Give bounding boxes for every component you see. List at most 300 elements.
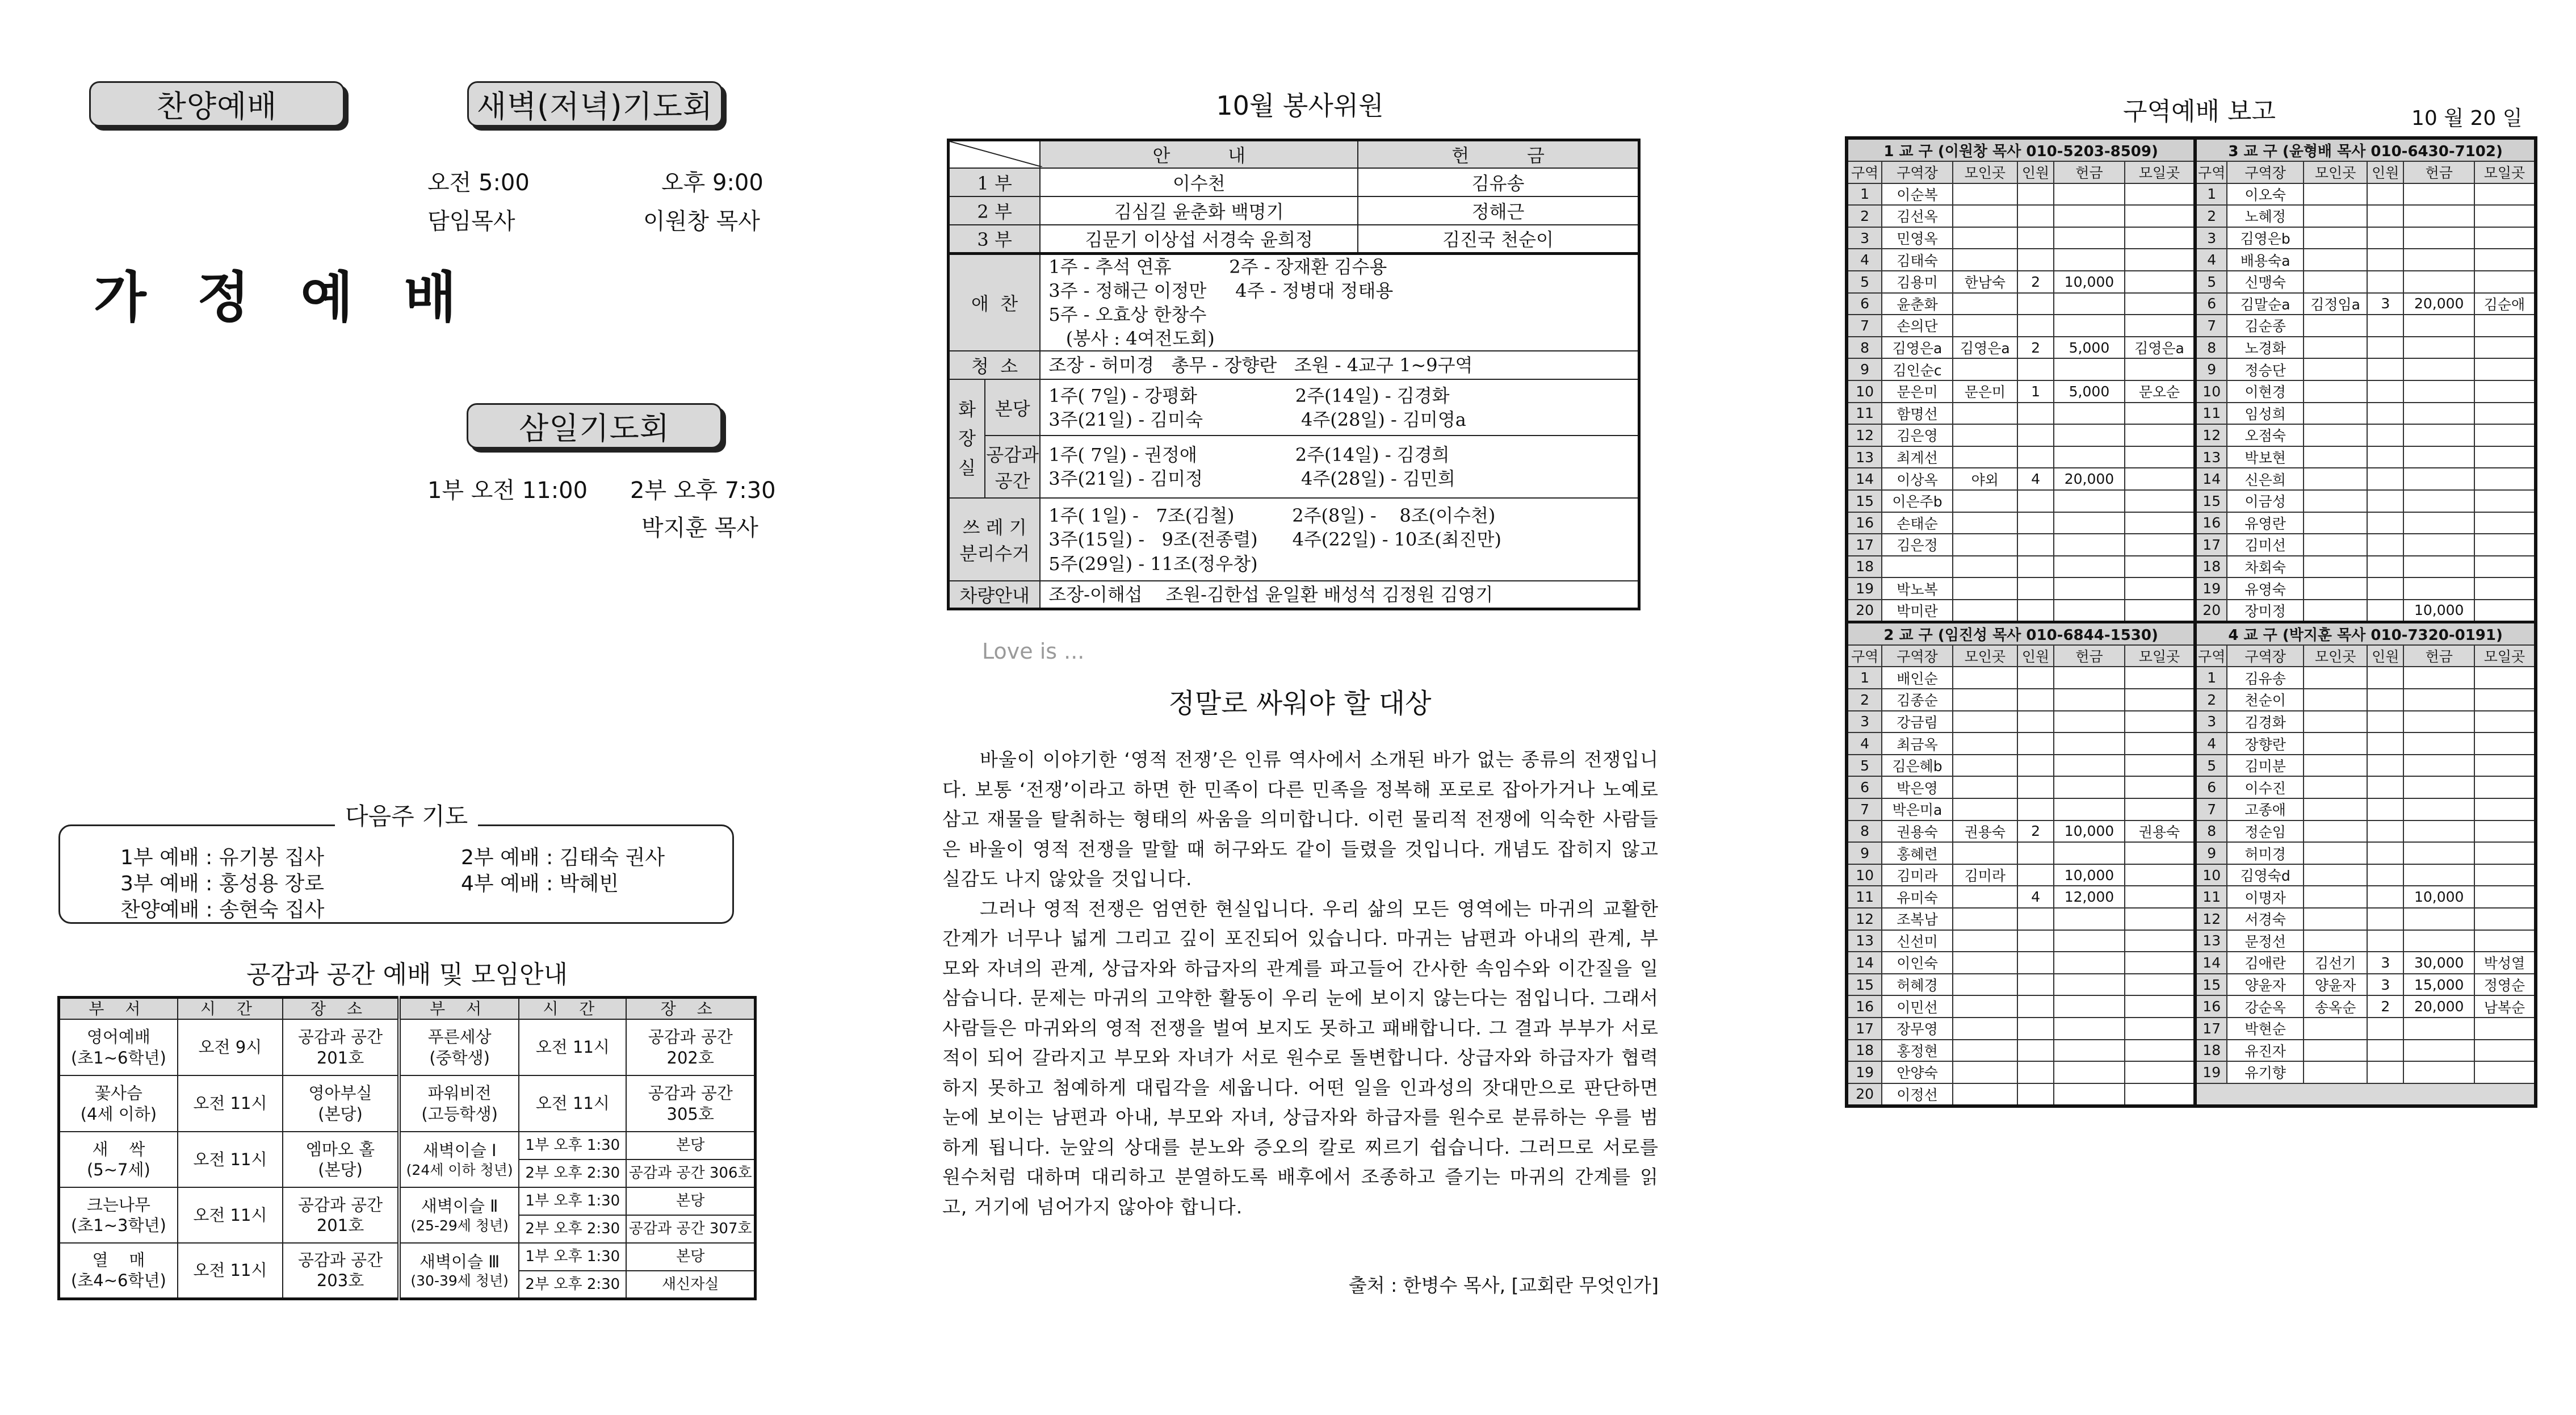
table-row <box>1847 732 2536 755</box>
attendance: 3 <box>2367 974 2403 996</box>
choir-line: 1주 - 추석 연휴 2주 - 장재환 김수용 <box>1048 256 1387 278</box>
district-report-table <box>1845 136 2537 1108</box>
attendance <box>2017 667 2054 689</box>
next-place <box>2125 755 2196 777</box>
meeting-place <box>1953 358 2017 380</box>
table-row <box>1847 974 2536 996</box>
leader: 손태순 <box>1882 512 1953 534</box>
attendance: 2 <box>2017 271 2054 293</box>
offering: 10,000 <box>2054 820 2125 843</box>
sub-label: 본당 <box>985 379 1040 436</box>
table-row <box>1847 908 2536 930</box>
offering: 20,000 <box>2403 995 2474 1018</box>
leader: 장향란 <box>2227 732 2304 755</box>
row-label: 차량안내 <box>949 581 1041 609</box>
offering <box>2054 534 2125 556</box>
meeting-place <box>1953 293 2017 315</box>
table-row <box>1847 689 2536 711</box>
attendance <box>2367 403 2403 425</box>
table-row <box>1847 755 2536 777</box>
offering <box>2403 380 2474 403</box>
place: 본당 <box>626 1187 755 1215</box>
column-header: 구역장 <box>1882 645 1953 667</box>
district-no: 3 <box>2195 227 2227 249</box>
offering <box>2403 1018 2474 1040</box>
attendance <box>2367 468 2403 490</box>
column-header: 인원 <box>2367 161 2403 183</box>
attendance <box>2017 403 2054 425</box>
district-no: 17 <box>2195 534 2227 556</box>
meeting-place <box>2304 820 2367 843</box>
leader: 김영은a <box>1882 337 1953 359</box>
district-no: 9 <box>1847 842 1882 864</box>
district-no: 17 <box>1847 534 1882 556</box>
col-dept: 부 서 <box>59 998 178 1020</box>
offering: 15,000 <box>2403 974 2474 996</box>
article-title: 정말로 싸워야 할 대상 <box>1168 688 1432 719</box>
next-place: 정영순 <box>2474 974 2536 996</box>
meeting-place <box>2304 577 2367 600</box>
next-place <box>2474 183 2536 206</box>
offering <box>2403 446 2474 468</box>
meeting-place <box>1953 183 2017 206</box>
dept-name: 새 싹 <box>92 1139 145 1159</box>
attendance <box>2017 512 2054 534</box>
attendance <box>2017 446 2054 468</box>
next-place: 문오순 <box>2125 380 2196 403</box>
dept-name: 새벽이슬 Ⅲ <box>419 1251 500 1271</box>
attendance <box>2367 512 2403 534</box>
dept-name: 새벽이슬 Ⅰ <box>422 1141 497 1161</box>
table-row <box>1847 337 2536 359</box>
article-paragraph: 바울이 이야기한 ‘영적 전쟁’은 인류 역사에서 소개된 바가 없는 종류의 전쟁입니다. 보통 ‘전쟁’이라고 하면 한 민족이 다른 민족을 정복해 포로로 잡아가거나 노예로 삼고 재물을 탈취하는 형태의 싸움을 의미합니다. 이런 물리적 전쟁에 익숙한 사람들은 바울이 영적 전쟁을 말할 때 허구와도 같이 들렸을 것입니다. 개념도 잡히지 않고 실감도 나지 않았을 것입니다. <box>942 748 1659 890</box>
next-place <box>2474 424 2536 446</box>
table-row <box>1847 293 2536 315</box>
place: 공감과 공간 307호 <box>626 1215 755 1243</box>
column-header: 구역 <box>2195 161 2227 183</box>
col-time-2: 시 간 <box>519 998 626 1020</box>
next-place <box>2125 556 2196 578</box>
district-no: 13 <box>1847 446 1882 468</box>
leader: 차회숙 <box>2227 556 2304 578</box>
place: 공감과 공간 <box>648 1027 733 1047</box>
next-place <box>2125 600 2196 622</box>
district-no: 1 <box>2195 667 2227 689</box>
district-no: 8 <box>2195 820 2227 843</box>
dawn-leader-pm: 이원창 목사 <box>643 208 760 235</box>
next-place: 김영은a <box>2125 337 2196 359</box>
leader: 허혜경 <box>1882 974 1953 996</box>
leader: 김미라 <box>1882 864 1953 886</box>
next-place <box>2474 205 2536 227</box>
district-no: 11 <box>1847 403 1882 425</box>
table-row <box>949 196 1639 225</box>
district-no: 3 <box>1847 711 1882 733</box>
next-place <box>2474 512 2536 534</box>
meeting-place <box>1953 512 2017 534</box>
meeting-place <box>1953 227 2017 249</box>
offering <box>2054 227 2125 249</box>
meeting-place <box>2304 446 2367 468</box>
col-offering: 헌 금 <box>1358 140 1639 169</box>
place-sub: (본당) <box>318 1160 363 1179</box>
leader: 유진자 <box>2227 1040 2304 1062</box>
column-header: 모일곳 <box>2474 645 2536 667</box>
leader: 박은미a <box>1882 798 1953 820</box>
offering <box>2403 755 2474 777</box>
column-header: 인원 <box>2017 161 2054 183</box>
article-source: 출처 : 한병수 목사, [교회란 무엇인가] <box>1348 1274 1659 1296</box>
district-no: 17 <box>2195 1018 2227 1040</box>
leader: 이현경 <box>2227 380 2304 403</box>
time: 오전 11시 <box>519 1019 626 1075</box>
leader: 조복남 <box>1882 908 1953 930</box>
district-no: 4 <box>1847 249 1882 271</box>
attendance <box>2017 930 2054 952</box>
table-row <box>1847 490 2536 512</box>
offering <box>2054 711 2125 733</box>
col-dept-2: 부 서 <box>399 998 519 1020</box>
district-no: 7 <box>1847 798 1882 820</box>
meeting-place <box>1953 1040 2017 1062</box>
next-place <box>2125 689 2196 711</box>
next-place <box>2474 820 2536 843</box>
meeting-place <box>1953 842 2017 864</box>
table-row <box>1847 776 2536 798</box>
offering: 10,000 <box>2403 600 2474 622</box>
choir-line: (봉사 : 4여전도회) <box>1048 328 1215 350</box>
next-place <box>2125 490 2196 512</box>
leader: 김영숙d <box>2227 864 2304 886</box>
diagonal-line-icon <box>950 141 1042 167</box>
table-row <box>949 379 1639 436</box>
attendance <box>2367 711 2403 733</box>
leader: 안양숙 <box>1882 1061 1953 1083</box>
place-sub: (본당) <box>318 1104 363 1124</box>
attendance <box>2367 1061 2403 1083</box>
next-place <box>2474 908 2536 930</box>
place-sub: 201호 <box>316 1216 364 1235</box>
district-no: 18 <box>2195 1040 2227 1062</box>
offering <box>2054 732 2125 755</box>
offering <box>2403 556 2474 578</box>
district-no: 8 <box>1847 337 1882 359</box>
offering <box>2403 183 2474 206</box>
dept-name: 열 매 <box>92 1250 145 1270</box>
meeting-place: 송옥순 <box>2304 995 2367 1018</box>
offering <box>2403 271 2474 293</box>
leader: 이금성 <box>2227 490 2304 512</box>
district-no: 16 <box>1847 512 1882 534</box>
district-no: 6 <box>1847 293 1882 315</box>
leader: 이정선 <box>1882 1083 1953 1106</box>
attendance: 1 <box>2017 380 2054 403</box>
table-row <box>1847 995 2536 1018</box>
col-guide: 안 내 <box>1040 140 1358 169</box>
attendance: 2 <box>2017 820 2054 843</box>
leader: 신맹숙 <box>2227 271 2304 293</box>
place: 공감과 공간 306호 <box>626 1159 755 1187</box>
next-place <box>2125 183 2196 206</box>
district-no: 7 <box>2195 315 2227 337</box>
article-body <box>942 745 1659 1222</box>
time: 2부 오후 2:30 <box>519 1215 626 1243</box>
offering: 10,000 <box>2054 271 2125 293</box>
offering <box>2403 1061 2474 1083</box>
service-committee-title: 10월 봉사위원 <box>1216 90 1384 121</box>
attendance <box>2017 842 2054 864</box>
district-no: 16 <box>2195 512 2227 534</box>
dept-name: 푸른세상 <box>427 1027 492 1047</box>
attendance <box>2367 205 2403 227</box>
meeting-place <box>2304 1040 2367 1062</box>
offering <box>2054 424 2125 446</box>
offering <box>2054 1083 2125 1106</box>
time: 2부 오후 2:30 <box>519 1271 626 1299</box>
dept-sub: (4세 이하) <box>80 1104 157 1124</box>
meeting-place <box>1953 667 2017 689</box>
attendance: 3 <box>2367 952 2403 974</box>
meeting-place <box>1953 1083 2017 1106</box>
district-no: 14 <box>1847 468 1882 490</box>
praise-worship-header <box>89 81 345 127</box>
leader: 손의단 <box>1882 315 1953 337</box>
next-place <box>2125 908 2196 930</box>
attendance <box>2367 380 2403 403</box>
district-no: 2 <box>2195 205 2227 227</box>
offering <box>2054 577 2125 600</box>
meeting-place <box>2304 930 2367 952</box>
next-place <box>2125 249 2196 271</box>
time: 오전 11시 <box>178 1075 283 1132</box>
offering <box>2403 1040 2474 1062</box>
report-date: 10 월 20 일 <box>2411 107 2523 130</box>
next-place <box>2125 732 2196 755</box>
table-row <box>59 1075 756 1132</box>
offering <box>2054 403 2125 425</box>
place-sub: 305호 <box>666 1104 714 1124</box>
meeting-place <box>2304 711 2367 733</box>
attendance <box>2017 974 2054 996</box>
leader: 이인숙 <box>1882 952 1953 974</box>
time: 오전 11시 <box>519 1075 626 1132</box>
offering <box>2054 667 2125 689</box>
meeting-place: 야외 <box>1953 468 2017 490</box>
leader: 김미분 <box>2227 755 2304 777</box>
next-place: 권용숙 <box>2125 820 2196 843</box>
meeting-place <box>2304 271 2367 293</box>
leader: 노경화 <box>2227 337 2304 359</box>
group-title-row <box>1847 622 2536 645</box>
dawn-leader-am: 담임목사 <box>427 208 515 235</box>
leader: 고종애 <box>2227 798 2304 820</box>
district-report-title: 구역예배 보고 <box>2123 97 2276 126</box>
attendance <box>2367 556 2403 578</box>
next-week-prayer-title: 다음주 기도 <box>335 798 478 832</box>
leader: 김경화 <box>2227 711 2304 733</box>
table-row <box>1847 249 2536 271</box>
offering <box>2054 908 2125 930</box>
district-no: 7 <box>1847 315 1882 337</box>
next-place <box>2125 358 2196 380</box>
row-label <box>949 498 1041 581</box>
district-no: 3 <box>2195 711 2227 733</box>
next-place <box>2125 864 2196 886</box>
meeting-place <box>2304 205 2367 227</box>
district-no: 1 <box>1847 183 1882 206</box>
meeting-place <box>1953 403 2017 425</box>
prayer-praise-service: 찬양예배 : 송현숙 집사 <box>120 898 325 922</box>
column-header: 구역장 <box>2227 161 2304 183</box>
next-place <box>2474 446 2536 468</box>
table-row <box>1847 424 2536 446</box>
district-no: 15 <box>2195 974 2227 996</box>
district-no: 19 <box>2195 1061 2227 1083</box>
district-no: 12 <box>1847 424 1882 446</box>
district-no: 5 <box>1847 755 1882 777</box>
leader: 박은영 <box>1882 776 1953 798</box>
meeting-place <box>2304 556 2367 578</box>
leader: 유기향 <box>2227 1061 2304 1083</box>
youth-table-header <box>59 998 756 1020</box>
offering <box>2054 995 2125 1018</box>
table-row <box>1847 864 2536 886</box>
attendance <box>2367 337 2403 359</box>
table-row <box>1847 577 2536 600</box>
offering <box>2054 293 2125 315</box>
attendance <box>2017 249 2054 271</box>
district-no: 15 <box>1847 490 1882 512</box>
offering <box>2054 183 2125 206</box>
offering <box>2054 1061 2125 1083</box>
offering-names: 김진국 천순이 <box>1358 225 1639 253</box>
next-place <box>2125 1083 2196 1106</box>
meeting-place <box>1953 974 2017 996</box>
restroom-line: 3주(21일) - 김미숙 4주(28일) - 김미영a <box>1048 408 1466 430</box>
attendance <box>2367 600 2403 622</box>
meeting-place <box>2304 380 2367 403</box>
meeting-place <box>1953 798 2017 820</box>
leader: 함명선 <box>1882 403 1953 425</box>
offering <box>2403 864 2474 886</box>
meeting-place: 김선기 <box>2304 952 2367 974</box>
choir-line: 3주 - 정해근 이정만 4주 - 정병대 정태용 <box>1048 279 1394 302</box>
attendance <box>2017 952 2054 974</box>
meeting-place <box>1953 600 2017 622</box>
offering: 5,000 <box>2054 380 2125 403</box>
place: 공감과 공간 <box>297 1027 383 1047</box>
leader: 김은혜b <box>1882 755 1953 777</box>
leader: 김애란 <box>2227 952 2304 974</box>
table-row <box>1847 534 2536 556</box>
table-row <box>1847 315 2536 337</box>
empty-filler <box>2195 1083 2536 1106</box>
meeting-place <box>1953 577 2017 600</box>
attendance: 3 <box>2367 293 2403 315</box>
leader: 문은미 <box>1882 380 1953 403</box>
leader: 장미정 <box>2227 600 2304 622</box>
table-row <box>949 351 1639 379</box>
attendance <box>2017 689 2054 711</box>
sub-label-line: 공감과 <box>986 444 1039 466</box>
attendance <box>2367 732 2403 755</box>
meeting-place <box>2304 908 2367 930</box>
attendance <box>2017 1018 2054 1040</box>
offering: 10,000 <box>2054 864 2125 886</box>
column-header: 모일곳 <box>2125 645 2196 667</box>
district-no: 9 <box>2195 842 2227 864</box>
meeting-place <box>1953 446 2017 468</box>
table-row <box>1847 227 2536 249</box>
column-header: 구역 <box>1847 645 1882 667</box>
next-place <box>2474 755 2536 777</box>
district-no: 11 <box>2195 403 2227 425</box>
next-place <box>2474 337 2536 359</box>
group-title: 4 교 구 (박지훈 목사 010-7320-0191) <box>2195 622 2536 645</box>
meeting-place <box>2304 667 2367 689</box>
leader: 김선옥 <box>1882 205 1953 227</box>
group-title: 2 교 구 (임진성 목사 010-6844-1530) <box>1847 622 2195 645</box>
attendance <box>2017 490 2054 512</box>
next-place <box>2474 689 2536 711</box>
dawn-time-pm: 오후 9:00 <box>661 170 763 196</box>
next-place <box>2474 577 2536 600</box>
meeting-place <box>1953 776 2017 798</box>
attendance <box>2367 424 2403 446</box>
prayer-service-2: 2부 예배 : 김태숙 권사 <box>461 846 665 869</box>
group-title: 1 교 구 (이원창 목사 010-5203-8509) <box>1847 138 2195 161</box>
offering <box>2403 908 2474 930</box>
attendance <box>2017 358 2054 380</box>
next-place <box>2125 930 2196 952</box>
district-no: 8 <box>2195 337 2227 359</box>
district-no: 14 <box>2195 468 2227 490</box>
attendance <box>2017 776 2054 798</box>
attendance <box>2017 864 2054 886</box>
column-header: 구역 <box>1847 161 1882 183</box>
recycle-line: 1주( 1일) - 7조(김철) 2주(8일) - 8조(이수천) <box>1048 505 1496 527</box>
leader: 민영옥 <box>1882 227 1953 249</box>
leader: 이명자 <box>2227 886 2304 908</box>
next-place <box>2125 842 2196 864</box>
offering <box>2054 490 2125 512</box>
wed-leader: 박지훈 목사 <box>641 515 758 541</box>
column-header: 인원 <box>2017 645 2054 667</box>
meeting-place <box>1953 249 2017 271</box>
district-no: 19 <box>2195 577 2227 600</box>
next-place <box>2125 1040 2196 1062</box>
district-no: 5 <box>2195 271 2227 293</box>
leader: 김은영 <box>1882 424 1953 446</box>
meeting-place: 김영은a <box>1953 337 2017 359</box>
district-no: 3 <box>1847 227 1882 249</box>
youth-schedule-table <box>57 996 757 1300</box>
attendance <box>2367 271 2403 293</box>
group-title: 3 교 구 (윤형배 목사 010-6430-7102) <box>2195 138 2536 161</box>
attendance <box>2017 995 2054 1018</box>
attendance <box>2367 249 2403 271</box>
column-header: 모일곳 <box>2474 161 2536 183</box>
next-place <box>2474 490 2536 512</box>
row-label: 화 장 실 <box>949 379 985 498</box>
next-place <box>2474 271 2536 293</box>
leader: 배인순 <box>1882 667 1953 689</box>
offering <box>2054 315 2125 337</box>
offering <box>2403 249 2474 271</box>
next-place <box>2474 1061 2536 1083</box>
leader: 박노복 <box>1882 577 1953 600</box>
restroom-line: 3주(21일) - 김미정 4주(28일) - 김민희 <box>1048 468 1455 490</box>
